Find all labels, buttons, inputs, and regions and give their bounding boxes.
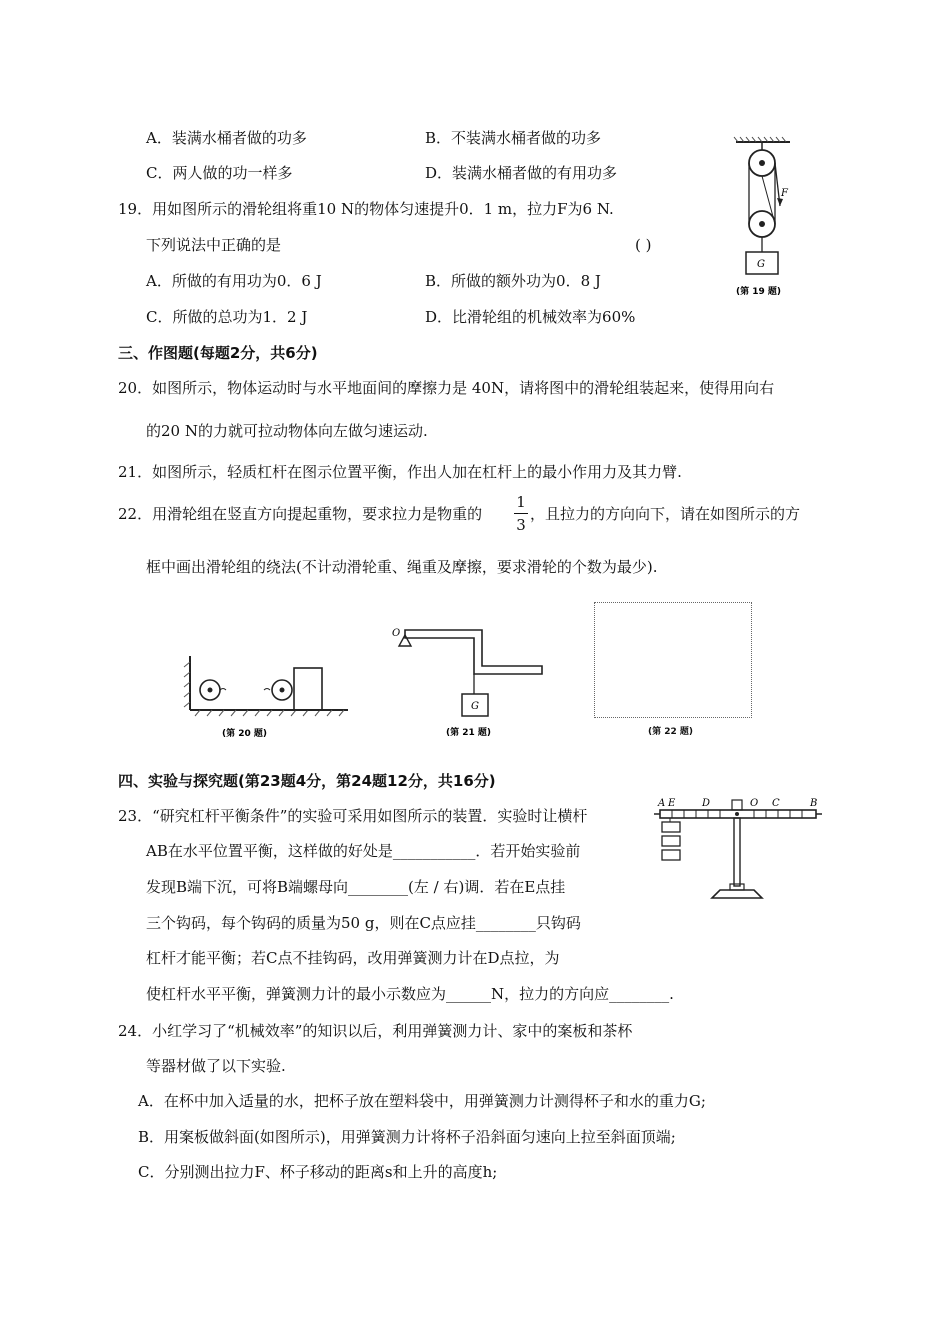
fig23-label-d: D: [702, 798, 711, 809]
q24-step-c: C．分别测出拉力F、杯子移动的距离s和上升的高度h;: [138, 1163, 498, 1181]
fig23-label-e: E: [668, 798, 676, 809]
q19-option-b: B．所做的额外功为0．8 J: [425, 272, 601, 290]
fig21-caption: (第 21 题): [446, 728, 492, 738]
q23-line5: 杠杆才能平衡；若C点不挂钩码，改用弹簧测力计在D点拉，为: [146, 949, 560, 967]
q18-option-c: C．两人做的功一样多: [146, 164, 293, 182]
q23-line1: 23．“研究杠杆平衡条件”的实验可采用如图所示的装置．实验时让横杆: [118, 807, 588, 825]
figure-20-pulleys-on-ground: [182, 648, 350, 740]
figure-19-pulley-system: [728, 136, 808, 308]
q24-line2: 等器材做了以下实验.: [146, 1057, 286, 1075]
q22-line1-a: 22．用滑轮组在竖直方向提起重物，要求拉力是物重的: [118, 505, 483, 523]
q18-option-a: A．装满水桶者做的功多: [146, 129, 307, 147]
q19-answer-bracket: ( ): [635, 236, 652, 254]
q22-line1-b: ，且拉力的方向向下，请在如图所示的方: [530, 505, 801, 523]
q18-option-d: D．装满水桶者做的有用功多: [425, 164, 618, 182]
q24-step-b: B．用案板做斜面(如图所示)，用弹簧测力计将杯子沿斜面匀速向上拉至斜面顶端;: [138, 1128, 676, 1146]
q24-line1: 24．小红学习了“机械效率”的知识以后，利用弹簧测力计、家中的案板和茶杯: [118, 1022, 633, 1040]
figure-23-lever-apparatus: [650, 794, 822, 906]
fig22-caption: (第 22 题): [648, 727, 694, 737]
q19-option-d: D．比滑轮组的机械效率为60%: [425, 308, 636, 326]
q19-stem-line2: 下列说法中正确的是: [146, 236, 282, 254]
q24-step-a: A．在杯中加入适量的水，把杯子放在塑料袋中，用弹簧测力计测得杯子和水的重力G;: [138, 1092, 706, 1110]
section3-title: 三、作图题(每题2分，共6分): [118, 344, 318, 362]
fig19-caption: (第 19 题): [736, 287, 782, 297]
fig20-caption: (第 20 题): [222, 729, 268, 739]
q23-line4: 三个钩码，每个钩码的质量为50 g，则在C点应挂________只钩码: [146, 914, 581, 932]
fig19-label-g: G: [757, 259, 765, 270]
q23-line2: AB在水平位置平衡，这样做的好处是___________．若开始实验前: [146, 842, 581, 860]
q20-line2: 的20 N的力就可拉动物体向左做匀速运动.: [146, 422, 428, 440]
q22-line2: 框中画出滑轮组的绕法(不计动滑轮重、绳重及摩擦，要求滑轮的个数为最少).: [146, 558, 658, 576]
fig21-label-o: O: [392, 628, 401, 639]
fig23-label-b: B: [810, 798, 818, 809]
q18-option-b: B．不装满水桶者做的功多: [425, 129, 602, 147]
figure-21-lever: [390, 622, 550, 742]
fig19-label-f: F: [781, 188, 788, 199]
fig21-label-g: G: [471, 701, 479, 712]
q21-text: 21．如图所示，轻质杠杆在图示位置平衡，作出人加在杠杆上的最小作用力及其力臂.: [118, 463, 682, 481]
q22-fraction-bar: [514, 513, 528, 514]
q19-stem-line1: 19．用如图所示的滑轮组将重10 N的物体匀速提升0．1 m，拉力F为6 N.: [118, 200, 614, 218]
section4-title: 四、实验与探究题(第23题4分，第24题12分，共16分): [118, 772, 496, 790]
q23-line6: 使杠杆水平平衡，弹簧测力计的最小示数应为______N，拉力的方向应________.: [146, 985, 674, 1003]
q20-line1: 20．如图所示，物体运动时与水平地面间的摩擦力是 40N，请将图中的滑轮组装起来，使得用向右: [118, 379, 775, 397]
q19-option-c: C．所做的总功为1．2 J: [146, 308, 308, 326]
figure-22-drawing-box: [594, 602, 752, 718]
fig23-label-o: O: [750, 798, 759, 809]
q23-line3: 发现B端下沉，可将B端螺母向________(左 / 右)调．若在E点挂: [146, 878, 566, 896]
q22-fraction-numerator: 1: [516, 493, 526, 511]
fig23-label-a: A: [658, 798, 666, 809]
fig23-label-c: C: [772, 798, 780, 809]
q19-option-a: A．所做的有用功为0．6 J: [146, 272, 322, 290]
q22-fraction-denominator: 3: [516, 516, 526, 534]
